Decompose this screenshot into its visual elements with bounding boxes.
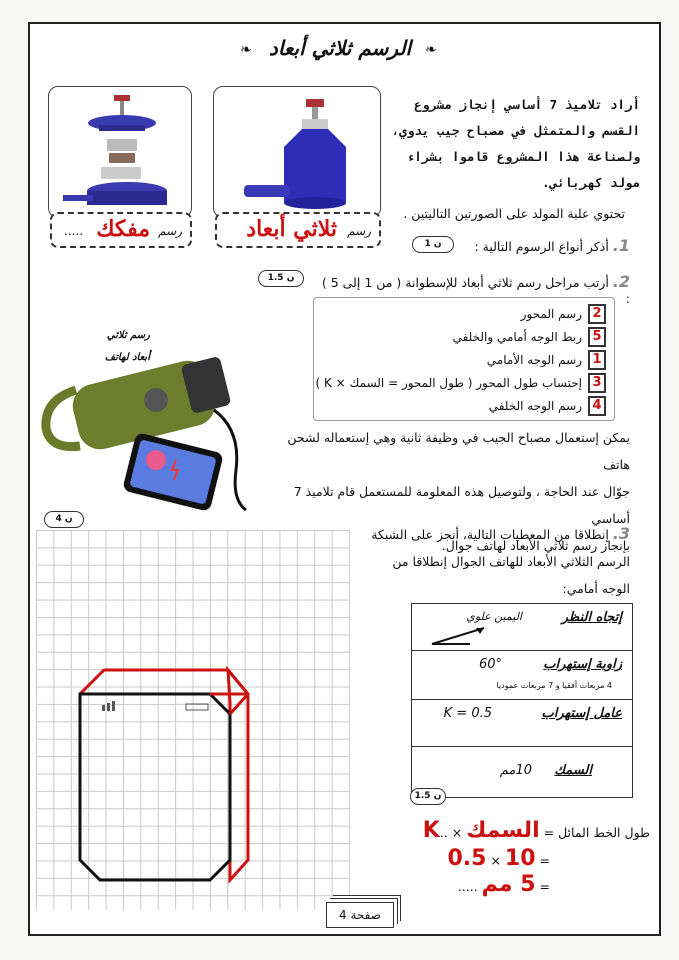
exploded-caption-answer: مفكك [96,216,150,242]
calc-answer-5mm: 5 مم [481,872,536,897]
thickness-value: 10مم [499,763,532,778]
ornament-right-icon: ❧ [425,42,437,58]
charging-paragraph: يمكن إستعمال مصباح الجيب في وظيفة ثانية وهي إستعماله لشحن هاتف جوّال عند الحاجة ، ولتوصيل هذه المعلومة للمستعمل قام تلاميذ 7 أساسي بإنجاز رسم ثلاثي الأبعاد لهاتف جوال. [287,430,630,553]
calc-label: طول الخط المائل [558,825,650,840]
page-title: الرسم ثلاثي أبعاد [268,36,412,60]
factor-label: عامل إستهراب [541,706,622,721]
steps-box [313,297,615,421]
view-direction-arrow-icon [430,624,490,646]
torch-charging-phone-icon [36,350,276,520]
step-item: 5 ربط الوجه أمامي والخلفي [453,327,606,347]
torch-label: رسم ثلاثي أبعاد لهاتف [104,330,150,363]
step-order-field[interactable]: 3 [588,373,606,393]
calc-points: 1.5 ن [410,788,446,805]
thickness-row [412,747,632,797]
question-2-text: أرتب مراحل رسم ثلاثي أبعاد للإسطوانة ( من 1 إلى 5 ) : [321,275,630,306]
subintro-text: تحتوي علبة المولد على الصورتين التاليتين . [403,206,625,221]
data-table [411,603,633,798]
three-d-view-image [213,86,381,218]
question-1 [440,236,630,255]
direction-label: إتجاه النظر [561,610,622,625]
exploded-caption: رسم مفكك ..... [50,212,192,248]
ornament-left-icon: ❧ [240,42,252,58]
factor-row [412,700,632,747]
step-item: 3 إحتساب طول المحور ( طول المحور = السمك × K ) [315,373,606,393]
step-order-field[interactable]: 4 [588,396,606,416]
question-1-text: أذكر أنواع الرسوم التالية : [474,239,609,254]
direction-row [412,604,632,651]
angle-label: زاوية إستهراب [543,657,622,672]
three-d-caption: رسم ثلاثي أبعاد [215,212,381,248]
direction-value: اليمين علوي [466,610,522,623]
calc-answer-k: K [422,818,440,843]
calc-answer-thickness: السمك [466,818,540,843]
angle-note: 4 مربعات أفقيا و 7 مربعات عموديا [496,681,612,690]
phone-3d-drawing [36,530,350,910]
question-3: 3. إنطلاقا من المعطيات التالية، أنجز على الشبكة الرسم الثلاثي الأبعاد للهاتف الجوال إنطلاقا من الوجه أمامي: [371,524,630,596]
step-order-field[interactable]: 1 [588,350,606,370]
question-1-number: 1. [612,236,630,255]
exploded-view-image [48,86,192,218]
step-item: 1 رسم الوجه الأمامي [487,350,606,370]
step-order-field[interactable]: 5 [588,327,606,347]
exploded-generator-icon [49,87,191,217]
calc-answer-05: 0.5 [447,846,487,871]
angle-row [412,651,632,700]
question-3-number: 3. [612,524,630,543]
thickness-label: السمك [554,763,592,778]
calc-line-1: طول الخط المائل = السمك × ..K [422,818,650,843]
calc-answer-10: 10 [504,846,536,871]
step-item: 2 رسم المحور [521,304,606,324]
question-3-points: 4 ن [44,511,84,528]
factor-value: K = 0.5 [443,706,492,721]
generator-3d-icon [214,87,380,217]
calc-line-3: = 5 مم ..... [457,872,550,897]
question-2-points: 1.5 ن [258,270,304,287]
three-d-caption-answer: ثلاثي أبعاد [246,216,337,242]
page-number: صفحة 4 [326,902,394,928]
angle-value: 60° [478,657,502,672]
question-1-points: 1 ن [412,236,454,253]
intro-text: أراد تلاميذ 7 أساسي إنجاز مشروع القسم والمتمثل في مصباح جيب يدوي، ولصناعة هذا المشروع قاموا بشراء مولد كهربائي. [391,97,640,190]
step-order-field[interactable]: 2 [588,304,606,324]
question-2-number: 2. [612,272,630,291]
step-item: 4 رسم الوجه الخلفي [489,396,606,416]
calc-line-2: = 10 × 0.5 [447,846,550,871]
